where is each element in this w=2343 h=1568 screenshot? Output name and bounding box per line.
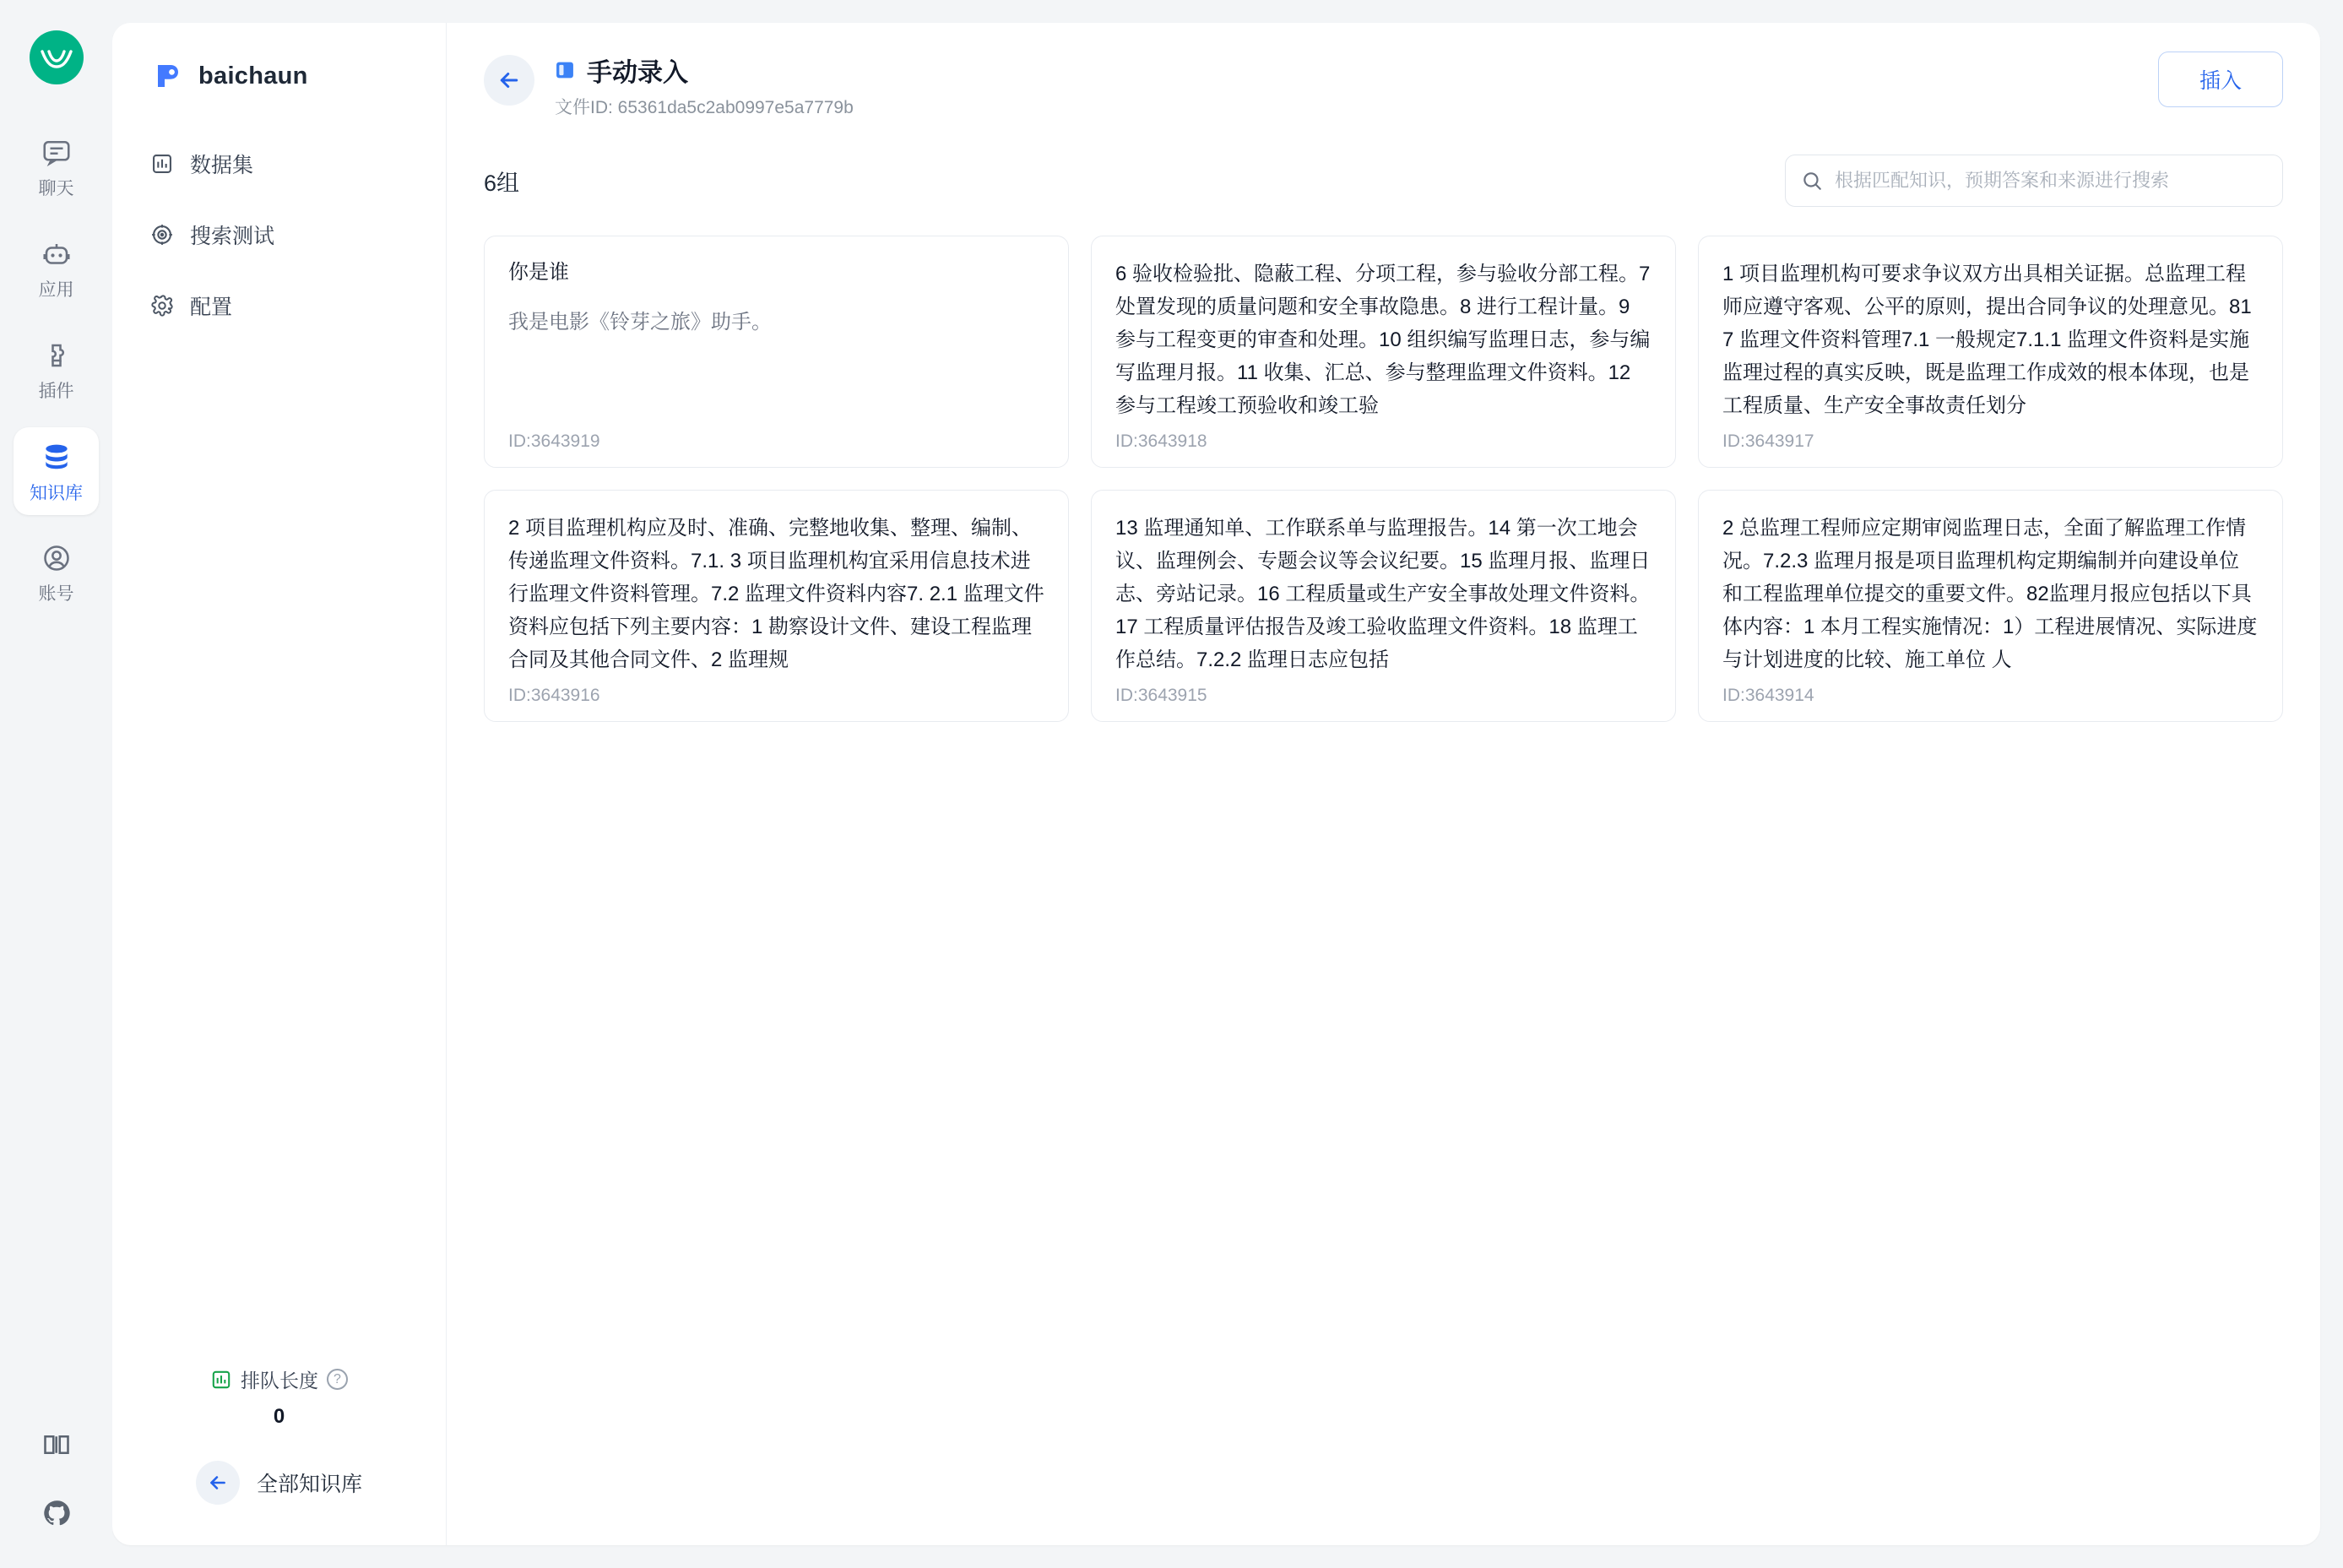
nav-item-label: 数据集 [190, 154, 254, 177]
chunk-id: ID:3643918 [1115, 431, 1207, 451]
queue-length-row [210, 1365, 348, 1393]
title-block [553, 52, 854, 119]
chat-icon [41, 138, 72, 172]
page-title-row [553, 52, 854, 89]
app-logo-icon[interactable] [30, 30, 84, 84]
file-id: 文件ID: 65361da5c2ab0997e5a7779b [555, 98, 854, 117]
chunk-text: 1 项目监理机构可要求争议双方出具相关证据。总监理工程师应遵守客观、公平的原则，提出合同争议的处理意见。81 7 监理文件资料管理7.1 一般规定7.1.1 监理文件资料是实施监理过程的真实反映，既是监理工作成效的根本体现，也是工程质量、生产安全事故责任划分 [1722, 263, 2252, 417]
chunk-id: ID:3643919 [508, 431, 600, 451]
arrow-left-icon [196, 1461, 240, 1505]
robot-icon [41, 239, 72, 274]
search-test-icon [149, 222, 175, 247]
chunk-text: 2 项目监理机构应及时、准确、完整地收集、整理、编制、传递监理文件资料。7.1. 3 项目监理机构宜采用信息技术进行监理文件资料管理。7.2 监理文件资料内容7. 2.1 监理文件资料应包括下列主要内容：1 勘察设计文件、建设工程监理合同及其他合同文件、2 监理规 [508, 517, 1044, 671]
chunk-text: 13 监理通知单、工作联系单与监理报告。14 第一次工地会议、监理例会、专题会议等会议纪要。15 监理月报、监理日志、旁站记录。16 工程质量或生产安全事故处理文件资料。17 工程质量评估报告及竣工验收监理文件资料。18 监理工作总结。7.2.2 监理日志应包括 [1115, 517, 1651, 671]
content-toolbar [484, 155, 2283, 207]
chunk-id: ID:3643916 [508, 686, 600, 705]
help-icon[interactable]: ? [327, 1369, 348, 1390]
nav-item-label: 搜索测试 [190, 225, 275, 248]
chunk-text: 2 总监理工程师应定期审阅监理日志，全面了解监理工作情况。7.2.3 监理月报是项目监理机构定期编制并向建设单位和工程监理单位提交的重要文件。82监理月报应包括以下具体内容：1 本月工程实施情况：1）工程进展情况、实际进度与计划进度的比较、施工单位 人 [1722, 517, 2258, 671]
github-icon[interactable] [41, 1498, 72, 1533]
chunk-card[interactable] [1091, 490, 1676, 722]
brand [112, 50, 446, 94]
arrow-left-icon [496, 68, 522, 93]
chart-icon [210, 1369, 232, 1391]
main-card [112, 23, 2320, 1545]
nav-item-search-test[interactable] [112, 209, 446, 261]
content-area [447, 23, 2320, 1545]
knowledge-base-nav [112, 23, 447, 1545]
chunk-card[interactable] [1698, 490, 2283, 722]
rail-item-chat[interactable] [14, 123, 99, 211]
page-title: 手动录入 [587, 59, 688, 87]
account-icon [41, 543, 72, 578]
brand-mark-icon [149, 58, 185, 94]
settings-icon [149, 293, 175, 318]
chunk-question: 你是谁 [508, 261, 569, 284]
chunk-card[interactable] [1091, 236, 1676, 468]
rail-item-account[interactable] [14, 529, 99, 616]
brand-name: baichaun [198, 62, 308, 90]
nav-item-dataset[interactable] [112, 138, 446, 190]
back-button[interactable] [484, 55, 534, 106]
chunk-card[interactable] [484, 490, 1069, 722]
chunk-grid [484, 236, 2283, 722]
search-input[interactable] [1833, 169, 2267, 193]
chunk-id: ID:3643915 [1115, 686, 1207, 705]
chunk-id: ID:3643914 [1722, 686, 1814, 705]
rail-item-label: 知识库 [30, 483, 83, 503]
chunk-answer: 我是电影《铃芽之旅》助手。 [508, 310, 772, 334]
all-knowledge-bases-label: 全部知识库 [256, 1473, 362, 1496]
queue-length-label: 排队长度 [241, 1370, 318, 1392]
chunk-id: ID:3643917 [1722, 431, 1814, 451]
plugin-icon [41, 340, 72, 375]
search-box[interactable] [1785, 155, 2283, 207]
search-icon [1801, 170, 1823, 192]
nav-item-settings[interactable] [112, 279, 446, 332]
rail-item-knowledge-base[interactable] [14, 427, 99, 515]
app-rail [0, 0, 112, 1568]
queue-length-value: 0 [273, 1405, 285, 1428]
all-knowledge-bases-button[interactable] [196, 1461, 362, 1505]
rail-item-label: 聊天 [38, 178, 74, 198]
rail-item-label: 插件 [38, 381, 74, 401]
insert-button[interactable]: 插入 [2158, 52, 2283, 107]
rail-bottom-icons [0, 1430, 112, 1533]
dataset-icon [149, 151, 175, 176]
document-icon [553, 58, 577, 82]
chunk-card[interactable] [1698, 236, 2283, 468]
rail-item-label: 应用 [38, 279, 74, 300]
chunk-card[interactable] [484, 236, 1069, 468]
rail-item-plugins[interactable] [14, 326, 99, 414]
rail-item-label: 账号 [38, 583, 74, 604]
book-icon[interactable] [41, 1430, 72, 1464]
nav-footer [112, 1365, 446, 1545]
content-header [484, 52, 2283, 119]
nav-item-label: 配置 [190, 296, 233, 319]
database-icon [41, 441, 73, 477]
group-count: 6组 [484, 170, 520, 196]
chunk-text: 6 验收检验批、隐蔽工程、分项工程，参与验收分部工程。7 处置发现的质量问题和安全事故隐患。8 进行工程计量。9 参与工程变更的审查和处理。10 组织编写监理日志，参与编写监理月报。11 收集、汇总、参与整理监理文件资料。12 参与工程竣工预验收和竣工验 [1115, 263, 1651, 417]
rail-item-apps[interactable] [14, 225, 99, 312]
